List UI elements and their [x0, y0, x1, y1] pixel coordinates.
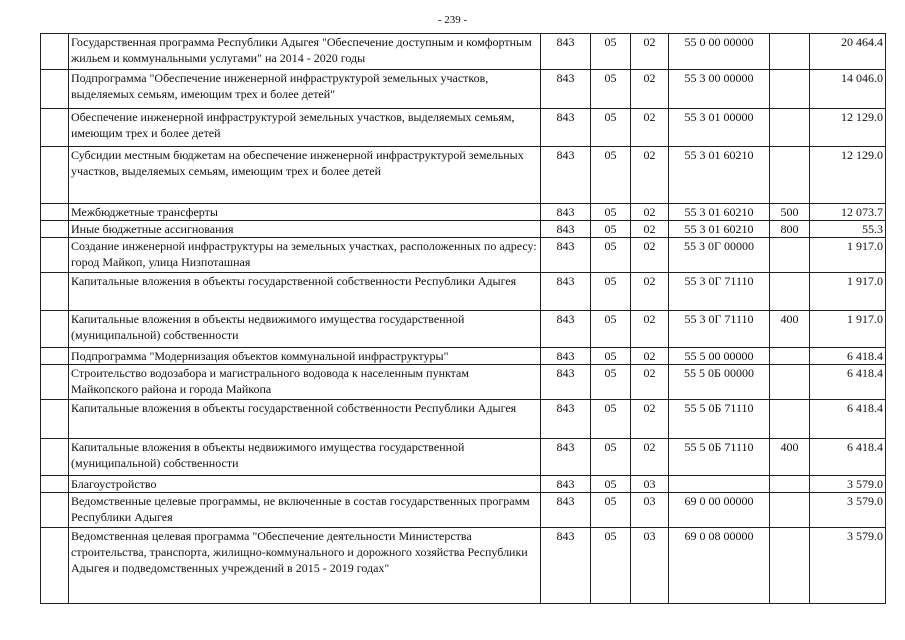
ministry-code: 843	[541, 311, 591, 348]
blank-cell	[41, 238, 69, 273]
blank-cell	[41, 109, 69, 147]
table-row	[41, 528, 886, 604]
blank-cell	[41, 273, 69, 311]
table-row	[41, 34, 886, 70]
table-row	[41, 439, 886, 476]
subsection-code: 02	[631, 238, 669, 273]
expense-type-code	[770, 365, 810, 400]
ministry-code: 843	[541, 528, 591, 604]
table-row	[41, 493, 886, 528]
budget-table	[40, 33, 886, 604]
table-row	[41, 109, 886, 147]
subsection-code: 02	[631, 365, 669, 400]
amount: 1 917.0	[810, 238, 886, 273]
table-row	[41, 238, 886, 273]
amount: 12 073.7	[810, 204, 886, 221]
item-name: Капитальные вложения в объекты недвижимого имущества государственной (муниципальной) собственности	[69, 439, 541, 476]
target-article-code: 55 3 00 00000	[669, 70, 770, 109]
item-name: Ведомственные целевые программы, не включенные в состав государственных программ Республики Адыгея	[69, 493, 541, 528]
item-name: Межбюджетные трансферты	[69, 204, 541, 221]
amount: 14 046.0	[810, 70, 886, 109]
table-row	[41, 311, 886, 348]
expense-type-code	[770, 147, 810, 204]
item-name: Обеспечение инженерной инфраструктурой земельных участков, выделяемых семьям, имеющим трех и более детей	[69, 109, 541, 147]
expense-type-code	[770, 476, 810, 493]
amount: 3 579.0	[810, 493, 886, 528]
target-article-code: 55 0 00 00000	[669, 34, 770, 70]
ministry-code: 843	[541, 273, 591, 311]
section-code: 05	[591, 204, 631, 221]
section-code: 05	[591, 400, 631, 439]
ministry-code: 843	[541, 204, 591, 221]
table-row	[41, 221, 886, 238]
ministry-code: 843	[541, 476, 591, 493]
blank-cell	[41, 493, 69, 528]
expense-type-code	[770, 109, 810, 147]
amount: 1 917.0	[810, 311, 886, 348]
amount: 12 129.0	[810, 147, 886, 204]
subsection-code: 02	[631, 109, 669, 147]
subsection-code: 02	[631, 147, 669, 204]
amount: 55.3	[810, 221, 886, 238]
page-number: - 239 -	[437, 14, 468, 26]
table-row	[41, 348, 886, 365]
section-code: 05	[591, 476, 631, 493]
expense-type-code: 800	[770, 221, 810, 238]
amount: 3 579.0	[810, 528, 886, 604]
expense-type-code	[770, 400, 810, 439]
blank-cell	[41, 439, 69, 476]
section-code: 05	[591, 109, 631, 147]
target-article-code: 69 0 08 00000	[669, 528, 770, 604]
section-code: 05	[591, 70, 631, 109]
item-name: Капитальные вложения в объекты государственной собственности Республики Адыгея	[69, 400, 541, 439]
ministry-code: 843	[541, 493, 591, 528]
ministry-code: 843	[541, 439, 591, 476]
blank-cell	[41, 476, 69, 493]
table-row	[41, 147, 886, 204]
expense-type-code	[770, 273, 810, 311]
amount: 20 464.4	[810, 34, 886, 70]
subsection-code: 03	[631, 476, 669, 493]
ministry-code: 843	[541, 147, 591, 204]
amount: 6 418.4	[810, 439, 886, 476]
section-code: 05	[591, 365, 631, 400]
section-code: 05	[591, 348, 631, 365]
subsection-code: 02	[631, 400, 669, 439]
ministry-code: 843	[541, 34, 591, 70]
ministry-code: 843	[541, 109, 591, 147]
target-article-code: 55 5 0Б 71110	[669, 400, 770, 439]
subsection-code: 03	[631, 493, 669, 528]
expense-type-code	[770, 528, 810, 604]
item-name: Строительство водозабора и магистрального водовода к населенным пунктам Майкопского района и города Майкопа	[69, 365, 541, 400]
expense-type-code	[770, 34, 810, 70]
blank-cell	[41, 221, 69, 238]
item-name: Иные бюджетные ассигнования	[69, 221, 541, 238]
expense-type-code: 500	[770, 204, 810, 221]
target-article-code: 55 3 0Г 71110	[669, 273, 770, 311]
section-code: 05	[591, 147, 631, 204]
ministry-code: 843	[541, 221, 591, 238]
amount: 12 129.0	[810, 109, 886, 147]
item-name: Подпрограмма "Модернизация объектов коммунальной инфраструктуры"	[69, 348, 541, 365]
amount: 1 917.0	[810, 273, 886, 311]
target-article-code: 55 3 01 00000	[669, 109, 770, 147]
blank-cell	[41, 204, 69, 221]
target-article-code: 55 5 0Б 00000	[669, 365, 770, 400]
subsection-code: 02	[631, 439, 669, 476]
section-code: 05	[591, 528, 631, 604]
target-article-code: 55 3 0Г 71110	[669, 311, 770, 348]
table-row	[41, 204, 886, 221]
section-code: 05	[591, 493, 631, 528]
target-article-code: 55 5 00 00000	[669, 348, 770, 365]
table-row	[41, 476, 886, 493]
section-code: 05	[591, 221, 631, 238]
blank-cell	[41, 348, 69, 365]
expense-type-code	[770, 238, 810, 273]
section-code: 05	[591, 273, 631, 311]
blank-cell	[41, 147, 69, 204]
blank-cell	[41, 311, 69, 348]
expense-type-code: 400	[770, 311, 810, 348]
blank-cell	[41, 365, 69, 400]
item-name: Субсидии местным бюджетам на обеспечение инженерной инфраструктурой земельных участков, выделяемых семьям, имеющим трех и более детей	[69, 147, 541, 204]
target-article-code: 55 5 0Б 71110	[669, 439, 770, 476]
ministry-code: 843	[541, 348, 591, 365]
item-name: Капитальные вложения в объекты недвижимого имущества государственной (муниципальной) собственности	[69, 311, 541, 348]
subsection-code: 02	[631, 204, 669, 221]
subsection-code: 02	[631, 348, 669, 365]
blank-cell	[41, 400, 69, 439]
expense-type-code	[770, 70, 810, 109]
target-article-code: 55 3 01 60210	[669, 221, 770, 238]
blank-cell	[41, 70, 69, 109]
item-name: Благоустройство	[69, 476, 541, 493]
item-name: Государственная программа Республики Адыгея "Обеспечение доступным и комфортным жильем и коммунальными услугами" на 2014 - 2020 годы	[69, 34, 541, 70]
ministry-code: 843	[541, 365, 591, 400]
target-article-code	[669, 476, 770, 493]
expense-type-code	[770, 493, 810, 528]
subsection-code: 02	[631, 34, 669, 70]
amount: 6 418.4	[810, 348, 886, 365]
ministry-code: 843	[541, 400, 591, 439]
subsection-code: 02	[631, 221, 669, 238]
amount: 3 579.0	[810, 476, 886, 493]
amount: 6 418.4	[810, 400, 886, 439]
blank-cell	[41, 34, 69, 70]
expense-type-code: 400	[770, 439, 810, 476]
target-article-code: 55 3 0Г 00000	[669, 238, 770, 273]
expense-type-code	[770, 348, 810, 365]
item-name: Капитальные вложения в объекты государственной собственности Республики Адыгея	[69, 273, 541, 311]
item-name: Ведомственная целевая программа "Обеспечение деятельности Министерства строительства, транспорта, жилищно-коммунального и дорожного хозяйства Республики Адыгея и подведомственных учреждений в 2015 - 2019 годах"	[69, 528, 541, 604]
section-code: 05	[591, 34, 631, 70]
amount: 6 418.4	[810, 365, 886, 400]
ministry-code: 843	[541, 238, 591, 273]
section-code: 05	[591, 311, 631, 348]
ministry-code: 843	[541, 70, 591, 109]
section-code: 05	[591, 238, 631, 273]
table-row	[41, 273, 886, 311]
item-name: Подпрограмма "Обеспечение инженерной инфраструктурой земельных участков, выделяемых семьям, имеющим трех и более детей"	[69, 70, 541, 109]
subsection-code: 03	[631, 528, 669, 604]
item-name: Создание инженерной инфраструктуры на земельных участках, расположенных по адресу: город Майкоп, улица Низпоташная	[69, 238, 541, 273]
target-article-code: 55 3 01 60210	[669, 147, 770, 204]
table-row	[41, 70, 886, 109]
table-row	[41, 365, 886, 400]
subsection-code: 02	[631, 273, 669, 311]
target-article-code: 55 3 01 60210	[669, 204, 770, 221]
subsection-code: 02	[631, 311, 669, 348]
subsection-code: 02	[631, 70, 669, 109]
table-row	[41, 400, 886, 439]
target-article-code: 69 0 00 00000	[669, 493, 770, 528]
blank-cell	[41, 528, 69, 604]
section-code: 05	[591, 439, 631, 476]
